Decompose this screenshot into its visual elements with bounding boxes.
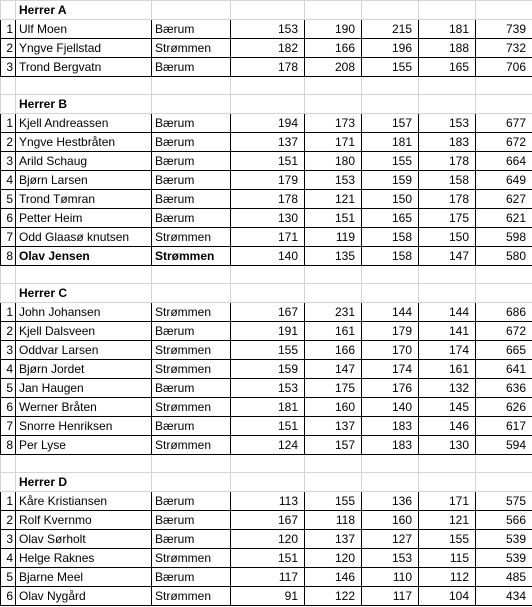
spacer-row [1,455,532,473]
score-cell-4[interactable]: 178 [419,190,476,209]
table-row [1,587,532,606]
table-row [1,568,532,587]
rank-cell[interactable]: 2 [1,322,16,341]
empty-cell[interactable] [305,95,362,114]
total-cell[interactable]: 739 [476,20,532,39]
empty-cell[interactable] [305,1,362,20]
score-cell-3[interactable]: 159 [362,171,419,190]
score-cell-4[interactable]: 175 [419,209,476,228]
club-cell[interactable]: Bærum [152,171,231,190]
score-cell-2[interactable]: 121 [305,190,362,209]
name-cell[interactable]: Kåre Kristiansen [16,492,152,511]
name-cell[interactable]: Werner Bråten [16,398,152,417]
rank-cell[interactable]: 3 [1,58,16,77]
score-cell-1[interactable]: 194 [231,114,305,133]
score-cell-1[interactable]: 151 [231,549,305,568]
rank-cell[interactable]: 2 [1,133,16,152]
name-cell[interactable]: Yngve Fjellstad [16,39,152,58]
score-cell-3[interactable]: 144 [362,303,419,322]
table-row [1,20,532,39]
total-cell[interactable]: 677 [476,114,532,133]
sheet-body [1,1,532,606]
name-cell[interactable]: Trond Bergvatn [16,58,152,77]
score-cell-2[interactable]: 166 [305,341,362,360]
empty-cell[interactable] [152,95,231,114]
table-row [1,511,532,530]
name-cell[interactable]: Bjørn Larsen [16,171,152,190]
score-cell-2[interactable]: 208 [305,58,362,77]
club-cell[interactable]: Strømmen [152,341,231,360]
score-cell-2[interactable]: 153 [305,171,362,190]
rank-cell[interactable]: 6 [1,587,16,606]
score-cell-4[interactable]: 183 [419,133,476,152]
group-header-row [1,1,532,20]
name-cell[interactable]: Arild Schaug [16,152,152,171]
score-cell-1[interactable]: 159 [231,360,305,379]
name-cell[interactable]: Snorre Henriksen [16,417,152,436]
empty-cell[interactable] [1,455,16,473]
score-cell-3[interactable]: 110 [362,568,419,587]
total-cell[interactable]: 649 [476,171,532,190]
empty-cell[interactable] [231,455,305,473]
group-title[interactable]: Herrer D [16,473,152,492]
score-cell-2[interactable]: 166 [305,39,362,58]
total-cell[interactable]: 626 [476,398,532,417]
score-cell-3[interactable]: 196 [362,39,419,58]
club-cell[interactable]: Bærum [152,209,231,228]
club-cell[interactable]: Bærum [152,114,231,133]
score-cell-2[interactable]: 118 [305,511,362,530]
table-row [1,152,532,171]
club-cell[interactable]: Bærum [152,322,231,341]
spacer-row [1,266,532,284]
total-cell[interactable]: 627 [476,190,532,209]
score-cell-2[interactable]: 173 [305,114,362,133]
rank-cell[interactable]: 8 [1,247,16,266]
empty-cell[interactable] [152,1,231,20]
club-cell[interactable]: Strømmen [152,228,231,247]
club-cell[interactable]: Bærum [152,492,231,511]
score-cell-2[interactable]: 171 [305,133,362,152]
empty-cell[interactable] [231,77,305,95]
score-cell-2[interactable]: 190 [305,20,362,39]
empty-cell[interactable] [1,1,16,20]
score-cell-4[interactable]: 115 [419,549,476,568]
score-cell-4[interactable]: 121 [419,511,476,530]
score-cell-4[interactable]: 161 [419,360,476,379]
empty-cell[interactable] [231,266,305,284]
score-cell-4[interactable]: 147 [419,247,476,266]
name-cell[interactable]: Odd Glaasø knutsen [16,228,152,247]
group-header-row [1,95,532,114]
table-row [1,114,532,133]
total-cell[interactable]: 706 [476,58,532,77]
total-cell[interactable]: 575 [476,492,532,511]
name-cell[interactable]: Kjell Andreassen [16,114,152,133]
name-cell[interactable]: Bjørn Jordet [16,360,152,379]
score-cell-2[interactable]: 157 [305,436,362,455]
rank-cell[interactable]: 6 [1,398,16,417]
club-cell[interactable]: Bærum [152,568,231,587]
total-cell[interactable]: 434 [476,587,532,606]
spacer-row [1,77,532,95]
empty-cell[interactable] [305,473,362,492]
empty-cell[interactable] [231,284,305,303]
total-cell[interactable]: 617 [476,417,532,436]
score-cell-3[interactable]: 183 [362,436,419,455]
club-cell[interactable]: Strømmen [152,587,231,606]
club-cell[interactable]: Bærum [152,417,231,436]
score-cell-4[interactable]: 132 [419,379,476,398]
rank-cell[interactable]: 4 [1,549,16,568]
score-cell-1[interactable]: 181 [231,398,305,417]
rank-cell[interactable]: 2 [1,39,16,58]
score-cell-1[interactable]: 151 [231,152,305,171]
score-cell-1[interactable]: 153 [231,379,305,398]
total-cell[interactable]: 594 [476,436,532,455]
score-cell-3[interactable]: 215 [362,20,419,39]
empty-cell[interactable] [476,1,532,20]
score-cell-3[interactable]: 176 [362,379,419,398]
score-cell-1[interactable]: 124 [231,436,305,455]
name-cell[interactable]: Per Lyse [16,436,152,455]
rank-cell[interactable]: 1 [1,303,16,322]
score-cell-2[interactable]: 120 [305,549,362,568]
score-cell-1[interactable]: 120 [231,530,305,549]
group-header-row [1,473,532,492]
score-cell-2[interactable]: 135 [305,247,362,266]
score-cell-1[interactable]: 171 [231,228,305,247]
total-cell[interactable]: 539 [476,530,532,549]
score-cell-1[interactable]: 179 [231,171,305,190]
table-row [1,39,532,58]
score-cell-3[interactable]: 153 [362,549,419,568]
name-cell[interactable]: Kjell Dalsveen [16,322,152,341]
score-cell-1[interactable]: 151 [231,417,305,436]
score-cell-3[interactable]: 179 [362,322,419,341]
table-row [1,209,532,228]
rank-cell[interactable]: 4 [1,171,16,190]
score-cell-2[interactable]: 160 [305,398,362,417]
score-cell-3[interactable]: 158 [362,247,419,266]
total-cell[interactable]: 598 [476,228,532,247]
table-row [1,133,532,152]
score-cell-2[interactable]: 155 [305,492,362,511]
group-title[interactable]: Herrer C [16,284,152,303]
club-cell[interactable]: Strømmen [152,549,231,568]
score-cell-3[interactable]: 158 [362,228,419,247]
score-cell-3[interactable]: 155 [362,58,419,77]
score-cell-3[interactable]: 136 [362,492,419,511]
table-row [1,436,532,455]
table-row [1,228,532,247]
score-cell-3[interactable]: 174 [362,360,419,379]
score-cell-4[interactable]: 150 [419,228,476,247]
score-cell-4[interactable]: 165 [419,58,476,77]
club-cell[interactable]: Bærum [152,20,231,39]
total-cell[interactable]: 732 [476,39,532,58]
score-cell-4[interactable]: 141 [419,322,476,341]
score-cell-4[interactable]: 171 [419,492,476,511]
empty-cell[interactable] [362,473,419,492]
score-cell-1[interactable]: 113 [231,492,305,511]
rank-cell[interactable]: 5 [1,568,16,587]
empty-cell[interactable] [362,77,419,95]
rank-cell[interactable]: 1 [1,492,16,511]
score-cell-4[interactable]: 155 [419,530,476,549]
total-cell[interactable]: 636 [476,379,532,398]
score-cell-2[interactable]: 137 [305,530,362,549]
score-cell-4[interactable]: 188 [419,39,476,58]
club-cell[interactable]: Bærum [152,152,231,171]
name-cell[interactable]: Jan Haugen [16,379,152,398]
club-cell[interactable]: Bærum [152,190,231,209]
table-row [1,322,532,341]
score-cell-2[interactable]: 161 [305,322,362,341]
score-cell-4[interactable]: 130 [419,436,476,455]
empty-cell[interactable] [362,284,419,303]
score-cell-3[interactable]: 157 [362,114,419,133]
score-cell-2[interactable]: 175 [305,379,362,398]
name-cell[interactable]: John Johansen [16,303,152,322]
score-cell-1[interactable]: 182 [231,39,305,58]
score-cell-4[interactable]: 144 [419,303,476,322]
empty-cell[interactable] [1,77,16,95]
score-cell-4[interactable]: 153 [419,114,476,133]
score-cell-2[interactable]: 151 [305,209,362,228]
club-cell[interactable]: Strømmen [152,436,231,455]
empty-cell[interactable] [476,266,532,284]
rank-cell[interactable]: 3 [1,341,16,360]
club-cell[interactable]: Bærum [152,511,231,530]
rank-cell[interactable]: 8 [1,436,16,455]
club-cell[interactable]: Strømmen [152,398,231,417]
empty-cell[interactable] [476,455,532,473]
rank-cell[interactable]: 7 [1,417,16,436]
table-row [1,341,532,360]
total-cell[interactable]: 641 [476,360,532,379]
total-cell[interactable]: 485 [476,568,532,587]
table-row [1,360,532,379]
score-cell-1[interactable]: 167 [231,303,305,322]
score-cell-3[interactable]: 150 [362,190,419,209]
score-cell-3[interactable]: 160 [362,511,419,530]
score-cell-2[interactable]: 146 [305,568,362,587]
table-row [1,530,532,549]
empty-cell[interactable] [152,284,231,303]
empty-cell[interactable] [1,473,16,492]
score-cell-2[interactable]: 231 [305,303,362,322]
score-cell-1[interactable]: 178 [231,190,305,209]
empty-cell[interactable] [305,77,362,95]
table-row [1,549,532,568]
rank-cell[interactable]: 1 [1,20,16,39]
total-cell[interactable]: 580 [476,247,532,266]
score-cell-4[interactable]: 112 [419,568,476,587]
name-cell[interactable]: Olav Jensen [16,247,152,266]
score-cell-1[interactable]: 91 [231,587,305,606]
empty-cell[interactable] [419,284,476,303]
name-cell[interactable]: Trond Tømran [16,190,152,209]
score-cell-4[interactable]: 104 [419,587,476,606]
name-cell[interactable]: Oddvar Larsen [16,341,152,360]
score-cell-1[interactable]: 130 [231,209,305,228]
empty-cell[interactable] [362,266,419,284]
empty-cell[interactable] [419,95,476,114]
total-cell[interactable]: 539 [476,549,532,568]
score-cell-1[interactable]: 167 [231,511,305,530]
total-cell[interactable]: 664 [476,152,532,171]
total-cell[interactable]: 665 [476,341,532,360]
rank-cell[interactable]: 2 [1,511,16,530]
empty-cell[interactable] [419,473,476,492]
empty-cell[interactable] [152,473,231,492]
score-cell-3[interactable]: 127 [362,530,419,549]
score-cell-4[interactable]: 146 [419,417,476,436]
empty-cell[interactable] [305,266,362,284]
rank-cell[interactable]: 6 [1,209,16,228]
empty-cell[interactable] [152,266,231,284]
empty-cell[interactable] [419,266,476,284]
empty-cell[interactable] [362,1,419,20]
total-cell[interactable]: 672 [476,322,532,341]
empty-cell[interactable] [305,455,362,473]
table-row [1,247,532,266]
score-cell-2[interactable]: 137 [305,417,362,436]
score-cell-3[interactable]: 117 [362,587,419,606]
name-cell[interactable]: Yngve Hestbråten [16,133,152,152]
score-cell-3[interactable]: 183 [362,417,419,436]
club-cell[interactable]: Strømmen [152,247,231,266]
score-cell-1[interactable]: 117 [231,568,305,587]
club-cell[interactable]: Bærum [152,133,231,152]
table-row [1,303,532,322]
club-cell[interactable]: Strømmen [152,360,231,379]
club-cell[interactable]: Strømmen [152,303,231,322]
score-cell-1[interactable]: 153 [231,20,305,39]
table-row [1,190,532,209]
empty-cell[interactable] [231,1,305,20]
score-cell-1[interactable]: 155 [231,341,305,360]
empty-cell[interactable] [231,95,305,114]
empty-cell[interactable] [476,95,532,114]
table-row [1,58,532,77]
score-cell-3[interactable]: 155 [362,152,419,171]
score-cell-4[interactable]: 145 [419,398,476,417]
empty-cell[interactable] [476,77,532,95]
club-cell[interactable]: Bærum [152,530,231,549]
rank-cell[interactable]: 5 [1,379,16,398]
empty-cell[interactable] [362,455,419,473]
rank-cell[interactable]: 1 [1,114,16,133]
total-cell[interactable]: 686 [476,303,532,322]
empty-cell[interactable] [476,473,532,492]
score-cell-4[interactable]: 158 [419,171,476,190]
name-cell[interactable]: Helge Raknes [16,549,152,568]
score-cell-4[interactable]: 181 [419,20,476,39]
table-row [1,379,532,398]
name-cell[interactable]: Petter Heim [16,209,152,228]
score-cell-1[interactable]: 140 [231,247,305,266]
empty-cell[interactable] [231,473,305,492]
score-cell-2[interactable]: 180 [305,152,362,171]
empty-cell[interactable] [16,266,152,284]
score-cell-2[interactable]: 122 [305,587,362,606]
rank-cell[interactable]: 7 [1,228,16,247]
empty-cell[interactable] [305,284,362,303]
score-cell-3[interactable]: 165 [362,209,419,228]
club-cell[interactable]: Bærum [152,58,231,77]
score-cell-1[interactable]: 178 [231,58,305,77]
score-cell-1[interactable]: 137 [231,133,305,152]
name-cell[interactable]: Olav Nygård [16,587,152,606]
empty-cell[interactable] [152,455,231,473]
empty-cell[interactable] [1,95,16,114]
score-cell-2[interactable]: 119 [305,228,362,247]
score-cell-3[interactable]: 140 [362,398,419,417]
table-row [1,417,532,436]
total-cell[interactable]: 566 [476,511,532,530]
name-cell[interactable]: Bjarne Meel [16,568,152,587]
empty-cell[interactable] [476,284,532,303]
club-cell[interactable]: Bærum [152,379,231,398]
rank-cell[interactable]: 3 [1,152,16,171]
rank-cell[interactable]: 4 [1,360,16,379]
empty-cell[interactable] [362,95,419,114]
score-cell-2[interactable]: 147 [305,360,362,379]
score-cell-4[interactable]: 178 [419,152,476,171]
group-title[interactable]: Herrer B [16,95,152,114]
empty-cell[interactable] [16,455,152,473]
name-cell[interactable]: Rolf Kvernmo [16,511,152,530]
score-cell-1[interactable]: 191 [231,322,305,341]
total-cell[interactable]: 621 [476,209,532,228]
empty-cell[interactable] [1,266,16,284]
empty-cell[interactable] [1,284,16,303]
table-row [1,398,532,417]
table-row [1,492,532,511]
score-cell-3[interactable]: 181 [362,133,419,152]
rank-cell[interactable]: 3 [1,530,16,549]
table-row [1,171,532,190]
name-cell[interactable]: Ulf Moen [16,20,152,39]
club-cell[interactable]: Strømmen [152,39,231,58]
empty-cell[interactable] [152,77,231,95]
group-header-row [1,284,532,303]
name-cell[interactable]: Olav Sørholt [16,530,152,549]
empty-cell[interactable] [419,455,476,473]
empty-cell[interactable] [419,1,476,20]
score-cell-4[interactable]: 174 [419,341,476,360]
empty-cell[interactable] [419,77,476,95]
empty-cell[interactable] [16,77,152,95]
rank-cell[interactable]: 5 [1,190,16,209]
score-cell-3[interactable]: 170 [362,341,419,360]
total-cell[interactable]: 672 [476,133,532,152]
group-title[interactable]: Herrer A [16,1,152,20]
